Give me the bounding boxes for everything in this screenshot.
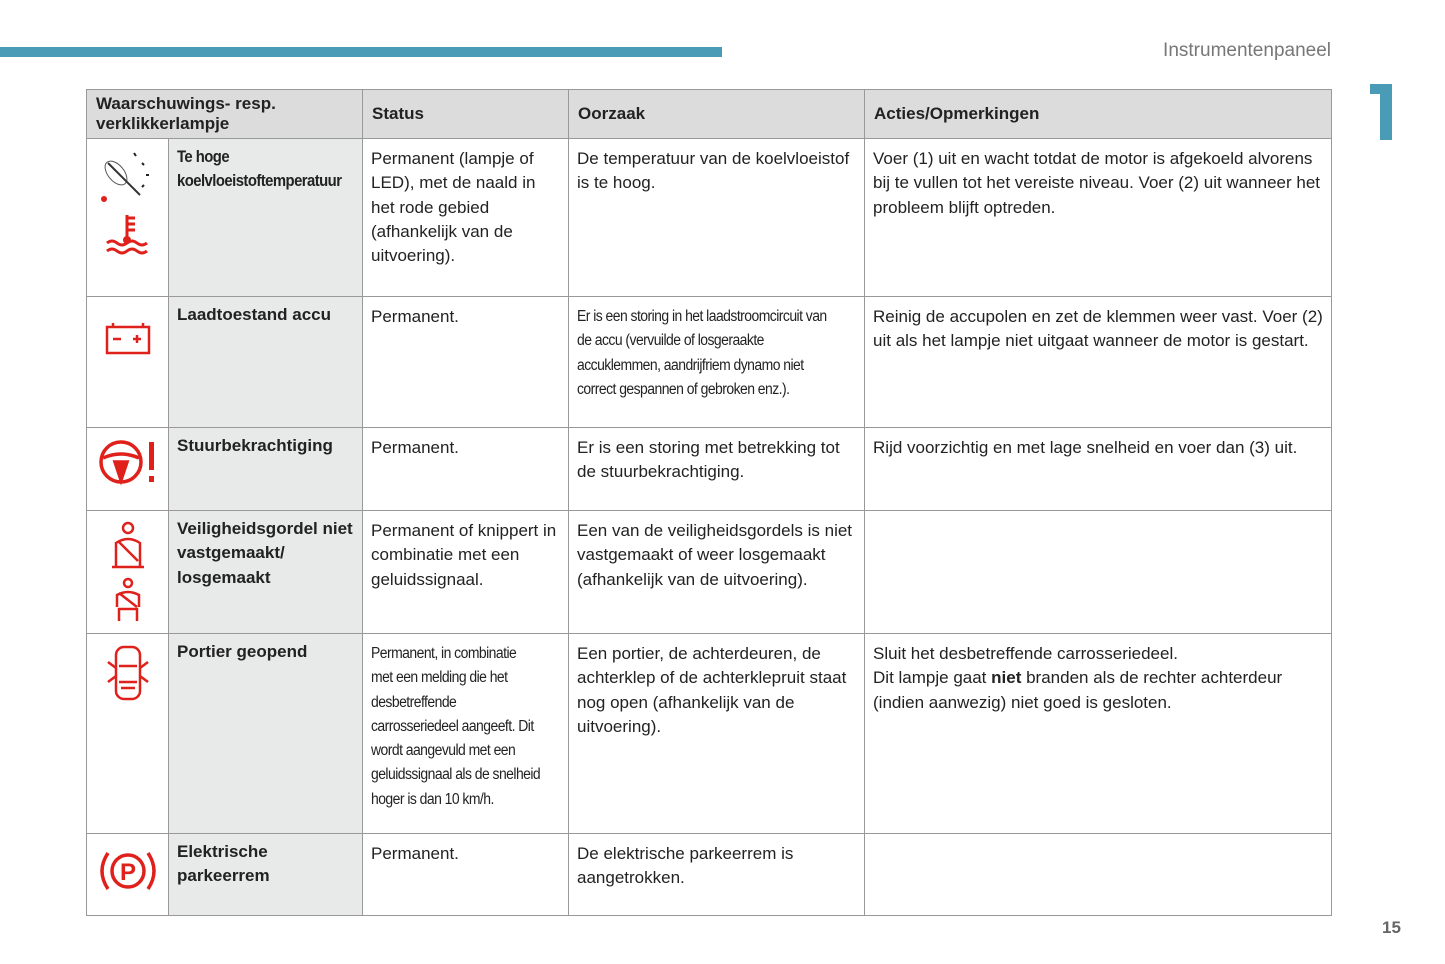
- action-cell: Voer (1) uit en wacht totdat de motor is afgekoeld alvorens bij te vullen tot het vereiste niveau. Voer (2) uit wanneer het probleem blijft optreden.: [865, 139, 1332, 297]
- lamp-name: Te hoge koelvloeistoftemperatuur: [169, 139, 363, 297]
- status-cell: Permanent, in combinatie met een melding die het desbetreffende carrosseriedeel aangeeft. Dit wordt aangevuld met een geluidssignaal als de snelheid hoger is dan 10 km/h.: [363, 634, 569, 834]
- status-cell: Permanent.: [363, 834, 569, 916]
- action-cell: Sluit het desbetreffende carrosseriedeel. Dit lampje gaat niet branden als de rechter achterdeur (indien aanwezig) niet goed is gesloten.: [865, 634, 1332, 834]
- status-cell: Permanent of knippert in combinatie met een geluidssignaal.: [363, 511, 569, 634]
- door-open-icon: [105, 644, 151, 702]
- lamp-name: Veiligheidsgordel niet vastgemaakt/ losgemaakt: [169, 511, 363, 634]
- svg-text:P: P: [119, 859, 136, 886]
- section-title: Instrumentenpaneel: [1163, 40, 1331, 61]
- header-bar: [0, 47, 722, 57]
- icon-cell: [87, 511, 169, 634]
- lamp-name: Elektrische parkeerrem: [169, 834, 363, 916]
- battery-icon: [105, 321, 151, 355]
- column-header-status: Status: [363, 90, 569, 139]
- icon-cell: [87, 834, 169, 916]
- cause-cell: Een portier, de achterdeuren, de achterklep of de achterklepruit staat nog open (afhankelijk van de uitvoering).: [569, 634, 865, 834]
- table-row: [87, 139, 1332, 297]
- action-cell: [865, 834, 1332, 916]
- action-cell: [865, 511, 1332, 634]
- cause-cell: Een van de veiligheidsgordels is niet vastgemaakt of weer losgemaakt (afhankelijk van de uitvoering).: [569, 511, 865, 634]
- action-cell: Reinig de accupolen en zet de klemmen weer vast. Voer (2) uit als het lampje niet uitgaat wanneer de motor is gestart.: [865, 297, 1332, 428]
- page-number: 15: [1382, 918, 1401, 937]
- lamp-name: Stuurbekrachtiging: [169, 428, 363, 511]
- cause-cell: De elektrische parkeerrem is aangetrokken.: [569, 834, 865, 916]
- table-row: [87, 428, 1332, 511]
- status-cell: Permanent (lampje of LED), met de naald in het rode gebied (afhankelijk van de uitvoering).: [363, 139, 569, 297]
- column-header-actions: Acties/Opmerkingen: [865, 90, 1332, 139]
- icon-cell: [87, 297, 169, 428]
- table-row: [87, 834, 1332, 916]
- table-header: [87, 90, 1332, 139]
- warning-lights-table: [86, 89, 1332, 916]
- table-row: [87, 297, 1332, 428]
- cause-cell: Er is een storing met betrekking tot de stuurbekrachtiging.: [569, 428, 865, 511]
- table-row: [87, 511, 1332, 634]
- table-row: [87, 634, 1332, 834]
- icon-cell: [87, 428, 169, 511]
- cause-cell: Er is een storing in het laadstroomcircuit van de accu (vervuilde of losgeraakte accuklemmen, aandrijfriem dynamo niet correct gespannen of gebroken enz.).: [569, 297, 865, 428]
- power-steering-icon: [97, 438, 159, 486]
- status-cell: Permanent.: [363, 428, 569, 511]
- column-header-cause: Oorzaak: [569, 90, 865, 139]
- icon-cell: [87, 634, 169, 834]
- lamp-name: Portier geopend: [169, 634, 363, 834]
- seatbelt-icon: [108, 521, 148, 571]
- cause-cell: De temperatuur van de koelvloeistof is te hoog.: [569, 139, 865, 297]
- chapter-number: [1370, 84, 1394, 140]
- coolant-temperature-icon: [105, 213, 151, 255]
- status-cell: Permanent.: [363, 297, 569, 428]
- action-cell: Rijd voorzichtig en met lage snelheid en voer dan (3) uit.: [865, 428, 1332, 511]
- parking-brake-icon: [98, 848, 158, 894]
- temperature-gauge-icon: [96, 149, 160, 207]
- rear-seatbelt-icon: [111, 577, 145, 623]
- lamp-name: Laadtoestand accu: [169, 297, 363, 428]
- column-header-lamp: Waarschuwings- resp. verklikkerlampje: [87, 90, 363, 139]
- icon-cell: [87, 139, 169, 297]
